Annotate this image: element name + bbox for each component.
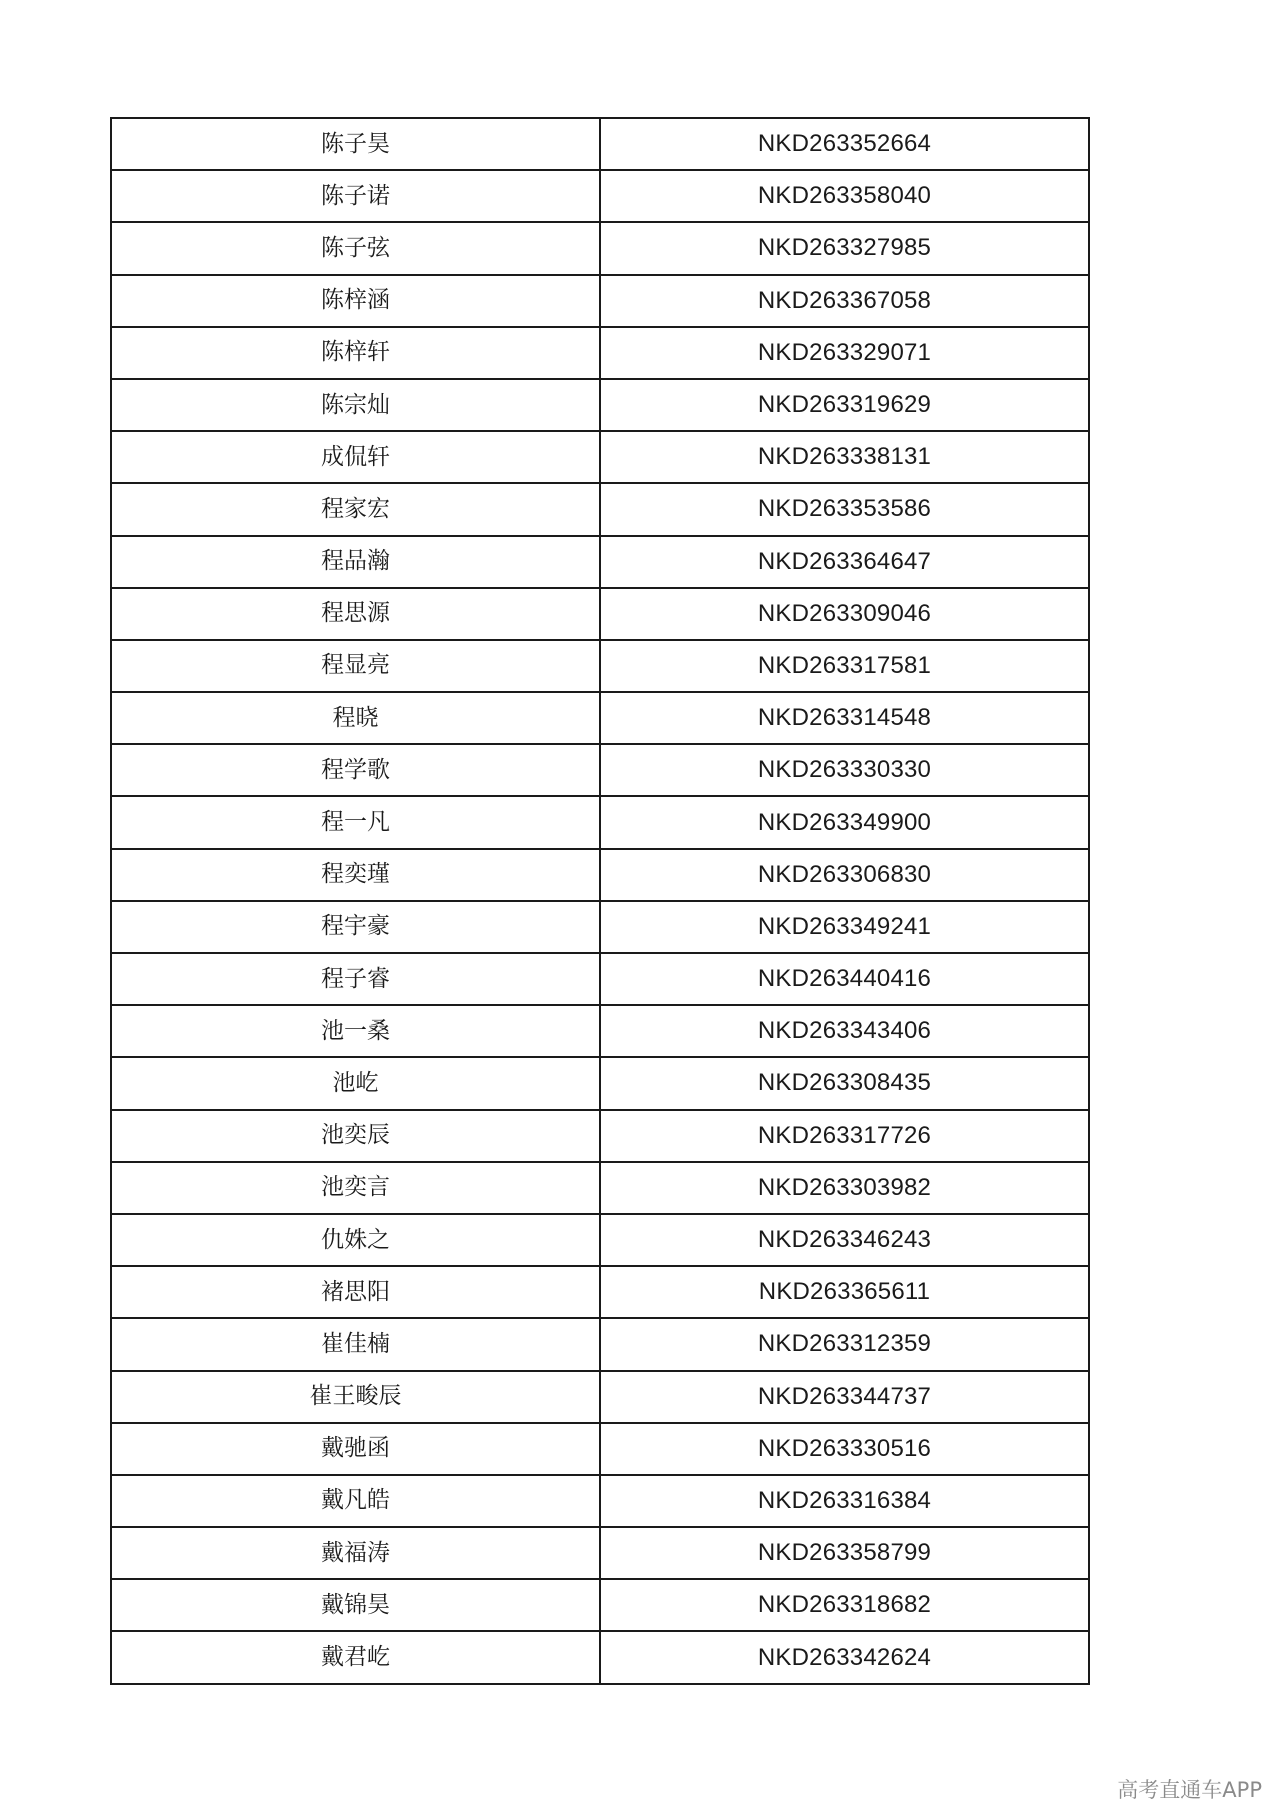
student-name-cell: 池屹 xyxy=(111,1057,600,1109)
exam-id-cell: NKD263349241 xyxy=(600,901,1089,953)
table-row xyxy=(111,327,1089,379)
student-name-cell: 程品瀚 xyxy=(111,536,600,588)
table-row xyxy=(111,640,1089,692)
table-row xyxy=(111,1057,1089,1109)
student-name-cell: 陈子昊 xyxy=(111,118,600,170)
student-name-cell: 池奕言 xyxy=(111,1162,600,1214)
student-name-cell: 池奕辰 xyxy=(111,1110,600,1162)
table-row xyxy=(111,1005,1089,1057)
table-row xyxy=(111,692,1089,744)
exam-id-cell: NKD263330330 xyxy=(600,744,1089,796)
table-row xyxy=(111,536,1089,588)
exam-id-cell: NKD263316384 xyxy=(600,1475,1089,1527)
exam-id-cell: NKD263317581 xyxy=(600,640,1089,692)
exam-id-cell: NKD263346243 xyxy=(600,1214,1089,1266)
exam-id-cell: NKD263312359 xyxy=(600,1318,1089,1370)
table-row xyxy=(111,222,1089,274)
student-name-cell: 程一凡 xyxy=(111,796,600,848)
student-name-cell: 戴福涛 xyxy=(111,1527,600,1579)
exam-id-cell: NKD263327985 xyxy=(600,222,1089,274)
table-row xyxy=(111,483,1089,535)
exam-id-cell: NKD263306830 xyxy=(600,849,1089,901)
table-row xyxy=(111,1162,1089,1214)
student-name-cell: 程宇豪 xyxy=(111,901,600,953)
student-name-cell: 戴凡皓 xyxy=(111,1475,600,1527)
exam-id-cell: NKD263365611 xyxy=(600,1266,1089,1318)
student-name-cell: 陈子诺 xyxy=(111,170,600,222)
exam-id-cell: NKD263440416 xyxy=(600,953,1089,1005)
table-row xyxy=(111,901,1089,953)
student-name-cell: 程学歌 xyxy=(111,744,600,796)
table-row xyxy=(111,588,1089,640)
student-name-cell: 程奕瑾 xyxy=(111,849,600,901)
student-name-cell: 崔王畯辰 xyxy=(111,1371,600,1423)
student-name-cell: 陈子弦 xyxy=(111,222,600,274)
table-row xyxy=(111,1318,1089,1370)
student-name-cell: 戴驰函 xyxy=(111,1423,600,1475)
exam-id-cell: NKD263358799 xyxy=(600,1527,1089,1579)
exam-id-cell: NKD263303982 xyxy=(600,1162,1089,1214)
exam-id-cell: NKD263342624 xyxy=(600,1631,1089,1683)
table-row xyxy=(111,1266,1089,1318)
table-row xyxy=(111,170,1089,222)
student-name-cell: 崔佳楠 xyxy=(111,1318,600,1370)
exam-id-cell: NKD263352664 xyxy=(600,118,1089,170)
exam-id-cell: NKD263329071 xyxy=(600,327,1089,379)
exam-id-cell: NKD263344737 xyxy=(600,1371,1089,1423)
roster-table-body xyxy=(111,118,1089,1684)
table-row xyxy=(111,744,1089,796)
table-row xyxy=(111,431,1089,483)
table-row xyxy=(111,1631,1089,1683)
table-row xyxy=(111,953,1089,1005)
student-name-cell: 陈梓轩 xyxy=(111,327,600,379)
student-name-cell: 仇姝之 xyxy=(111,1214,600,1266)
table-row xyxy=(111,1527,1089,1579)
table-row xyxy=(111,379,1089,431)
roster-table xyxy=(110,117,1090,1685)
student-name-cell: 褚思阳 xyxy=(111,1266,600,1318)
exam-id-cell: NKD263349900 xyxy=(600,796,1089,848)
student-name-cell: 陈梓涵 xyxy=(111,275,600,327)
exam-id-cell: NKD263309046 xyxy=(600,588,1089,640)
student-name-cell: 戴君屹 xyxy=(111,1631,600,1683)
exam-id-cell: NKD263353586 xyxy=(600,483,1089,535)
table-row xyxy=(111,118,1089,170)
table-row xyxy=(111,1579,1089,1631)
table-row xyxy=(111,275,1089,327)
watermark-text: 高考直通车APP xyxy=(1117,1778,1262,1802)
exam-id-cell: NKD263338131 xyxy=(600,431,1089,483)
table-row xyxy=(111,849,1089,901)
table-row xyxy=(111,796,1089,848)
student-name-cell: 程晓 xyxy=(111,692,600,744)
student-name-cell: 程子睿 xyxy=(111,953,600,1005)
student-name-cell: 程显亮 xyxy=(111,640,600,692)
exam-id-cell: NKD263358040 xyxy=(600,170,1089,222)
student-name-cell: 程思源 xyxy=(111,588,600,640)
table-row xyxy=(111,1214,1089,1266)
student-name-cell: 程家宏 xyxy=(111,483,600,535)
exam-id-cell: NKD263319629 xyxy=(600,379,1089,431)
exam-id-cell: NKD263367058 xyxy=(600,275,1089,327)
exam-id-cell: NKD263343406 xyxy=(600,1005,1089,1057)
table-row xyxy=(111,1423,1089,1475)
student-name-cell: 戴锦昊 xyxy=(111,1579,600,1631)
table-row xyxy=(111,1475,1089,1527)
student-name-cell: 陈宗灿 xyxy=(111,379,600,431)
exam-id-cell: NKD263317726 xyxy=(600,1110,1089,1162)
exam-id-cell: NKD263318682 xyxy=(600,1579,1089,1631)
table-row xyxy=(111,1110,1089,1162)
student-name-cell: 成侃轩 xyxy=(111,431,600,483)
exam-id-cell: NKD263308435 xyxy=(600,1057,1089,1109)
exam-id-cell: NKD263364647 xyxy=(600,536,1089,588)
student-name-cell: 池一桑 xyxy=(111,1005,600,1057)
table-row xyxy=(111,1371,1089,1423)
exam-id-cell: NKD263314548 xyxy=(600,692,1089,744)
exam-id-cell: NKD263330516 xyxy=(600,1423,1089,1475)
